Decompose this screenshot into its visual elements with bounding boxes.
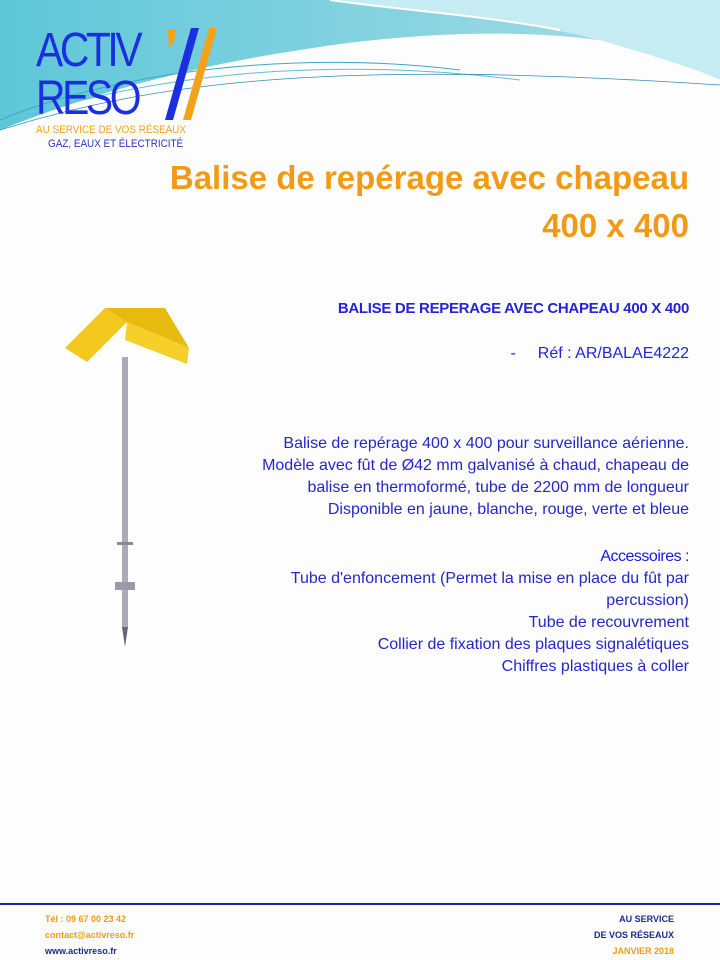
description-line: Disponible en jaune, blanche, rouge, verte et bleue: [327, 501, 689, 518]
accessory-item: percussion): [606, 592, 689, 609]
logo-tagline-2: GAZ, EAUX ET ÉLECTRICITÉ: [48, 138, 184, 150]
description-line: balise en thermoformé, tube de 2200 mm de longueur: [307, 479, 689, 496]
page-title-line2: 400 x 400: [542, 207, 689, 244]
logo-line2: RESO: [36, 72, 139, 125]
footer-right-line2: DE VOS RÉSEAUX: [593, 930, 674, 940]
logo-tagline-1: AU SERVICE DE VOS RÉSEAUX: [36, 124, 187, 136]
description-line: Modèle avec fût de Ø42 mm galvanisé à chaud, chapeau de: [262, 457, 689, 474]
accessory-item: Chiffres plastiques à coller: [501, 658, 689, 675]
ref-bullet: -: [510, 345, 516, 362]
description-line: Balise de repérage 400 x 400 pour surveillance aérienne.: [283, 435, 689, 452]
logo-slashes-icon: [165, 26, 220, 121]
page-title-line1: Balise de repérage avec chapeau: [169, 159, 689, 196]
accessories-label: Accessoires :: [600, 548, 689, 565]
footer-right-line1: AU SERVICE: [619, 914, 674, 924]
accessory-item: Tube de recouvrement: [528, 614, 689, 631]
footer-contact: [45, 911, 134, 959]
product-heading: BALISE DE REPERAGE AVEC CHAPEAU 400 X 400: [337, 300, 689, 317]
logo-line1: ACTIV: [36, 24, 140, 77]
accessory-item: Collier de fixation des plaques signalétiques: [377, 636, 689, 653]
footer-email[interactable]: contact@activreso.fr: [45, 930, 135, 940]
product-reference: [510, 345, 689, 363]
product-image: [65, 252, 193, 712]
accessory-item: Tube d'enfoncement (Permet la mise en place du fût par: [290, 570, 689, 587]
footer-divider: [0, 903, 720, 905]
footer-phone: Tél : 09 67 00 23 42: [45, 914, 127, 924]
footer-date: JANVIER 2018: [612, 946, 674, 956]
footer-right: [594, 911, 674, 959]
ref-value: AR/BALAE4222: [575, 345, 689, 362]
footer-website[interactable]: www.activreso.fr: [45, 946, 117, 956]
product-description: [262, 433, 689, 521]
accessories: [291, 546, 689, 678]
ref-label: Réf :: [537, 345, 576, 362]
